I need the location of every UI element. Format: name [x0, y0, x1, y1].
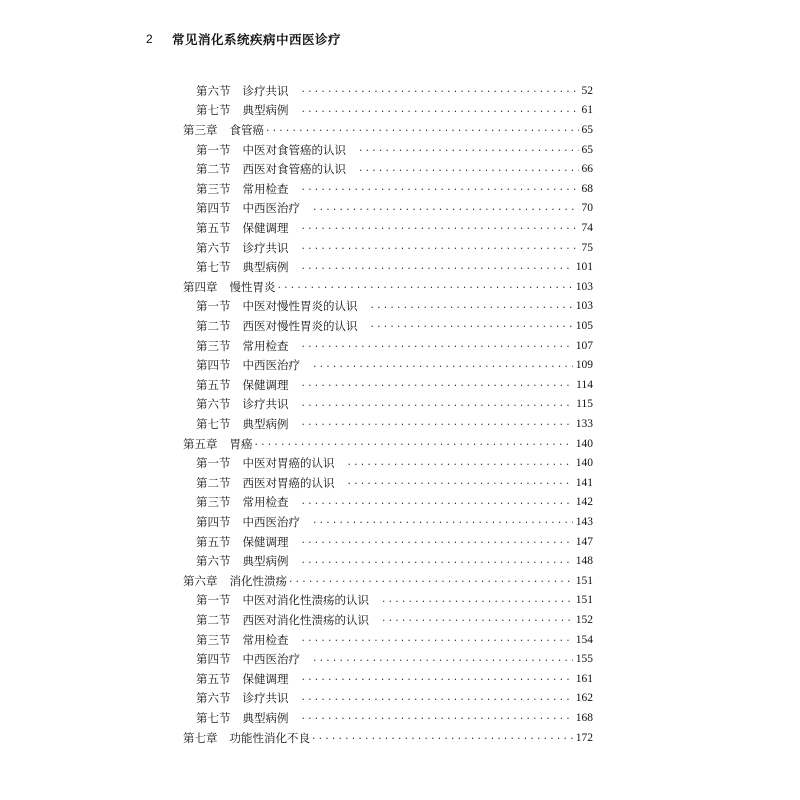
dot-leader [301, 419, 573, 428]
toc-entry-title: 胃癌 [229, 436, 253, 451]
toc-entry-title: 典型病例 [242, 260, 289, 275]
toc-chapter-entry [183, 434, 593, 454]
dot-leader [301, 263, 573, 272]
toc-section-entry [196, 610, 593, 630]
toc-entry-page: 140 [575, 457, 593, 470]
toc-entry-title: 中医对食管癌的认识 [242, 142, 346, 157]
toc-entry-page: 143 [575, 515, 593, 528]
toc-entry-page: 101 [575, 261, 593, 274]
toc-entry-number: 第五节 [196, 377, 231, 392]
dot-leader [301, 537, 573, 546]
toc-entry-title: 典型病例 [242, 416, 289, 431]
toc-entry-title: 西医对消化性溃疡的认识 [242, 612, 369, 627]
toc-entry-page: 66 [581, 163, 593, 176]
toc-entry-page: 68 [581, 182, 593, 195]
toc-section-entry [196, 179, 593, 199]
dot-leader [301, 184, 579, 193]
toc-section-entry [196, 414, 593, 434]
toc-entry-number: 第六节 [196, 554, 231, 569]
toc-entry-number: 第五章 [183, 436, 218, 451]
toc-entry-page: 161 [575, 672, 593, 685]
dot-leader [277, 282, 573, 291]
toc-entry-number: 第一节 [196, 456, 231, 471]
toc-entry-page: 151 [575, 594, 593, 607]
toc-section-entry [196, 316, 593, 336]
toc-entry-page: 74 [581, 221, 593, 234]
toc-entry-title: 诊疗共识 [242, 83, 289, 98]
dot-leader [301, 86, 579, 95]
toc-entry-page: 52 [581, 84, 593, 97]
toc-section-entry [196, 199, 593, 219]
toc-entry-page: 148 [575, 555, 593, 568]
toc-entry-title: 诊疗共识 [242, 397, 289, 412]
toc-entry-page: 140 [575, 437, 593, 450]
toc-entry-page: 162 [575, 692, 593, 705]
toc-entry-number: 第五节 [196, 220, 231, 235]
toc-section-entry [196, 140, 593, 160]
toc-entry-number: 第六节 [196, 691, 231, 706]
toc-entry-number: 第七节 [196, 260, 231, 275]
dot-leader [312, 517, 573, 526]
toc-entry-number: 第七节 [196, 103, 231, 118]
toc-entry-title: 常用检查 [242, 338, 289, 353]
toc-entry-number: 第一节 [196, 593, 231, 608]
toc-entry-title: 西医对慢性胃炎的认识 [242, 318, 358, 333]
toc-entry-number: 第七章 [183, 730, 218, 745]
toc-section-entry [196, 395, 593, 415]
toc-entry-page: 114 [576, 378, 593, 391]
toc-entry-page: 65 [581, 143, 593, 156]
dot-leader [301, 674, 573, 683]
toc-entry-number: 第四节 [196, 652, 231, 667]
dot-leader [301, 713, 573, 722]
toc-section-entry [196, 336, 593, 356]
toc-section-entry [196, 669, 593, 689]
dot-leader [312, 204, 579, 213]
toc-entry-number: 第七节 [196, 416, 231, 431]
toc-entry-page: 152 [575, 613, 593, 626]
toc-entry-page: 147 [575, 535, 593, 548]
dot-leader [301, 498, 573, 507]
toc-entry-page: 103 [575, 300, 593, 313]
toc-section-entry [196, 551, 593, 571]
toc-entry-number: 第三节 [196, 495, 231, 510]
toc-entry-number: 第四节 [196, 514, 231, 529]
toc-entry-number: 第六节 [196, 240, 231, 255]
toc-entry-title: 西医对胃癌的认识 [242, 475, 335, 490]
dot-leader [301, 223, 579, 232]
toc-section-entry [196, 591, 593, 611]
dot-leader [381, 596, 573, 605]
toc-entry-title: 典型病例 [242, 554, 289, 569]
toc-entry-title: 中医对消化性溃疡的认识 [242, 593, 369, 608]
toc-entry-title: 保健调理 [242, 671, 289, 686]
toc-chapter-entry [183, 571, 593, 591]
toc-chapter-entry [183, 277, 593, 297]
toc-entry-page: 103 [575, 280, 593, 293]
toc-chapter-entry [183, 120, 593, 140]
dot-leader [301, 341, 573, 350]
toc-entry-title: 保健调理 [242, 534, 289, 549]
toc-entry-number: 第六节 [196, 397, 231, 412]
toc-section-entry [196, 689, 593, 709]
toc-section-entry [196, 375, 593, 395]
toc-entry-number: 第一节 [196, 299, 231, 314]
toc-entry-title: 中医对慢性胃炎的认识 [242, 299, 358, 314]
dot-leader [358, 165, 579, 174]
toc-entry-title: 中西医治疗 [242, 652, 300, 667]
toc-entry-page: 61 [581, 104, 593, 117]
toc-entry-number: 第五节 [196, 534, 231, 549]
toc-entry-title: 中西医治疗 [242, 358, 300, 373]
toc-entry-number: 第一节 [196, 142, 231, 157]
toc-entry-page: 115 [576, 398, 593, 411]
toc-section-entry [196, 708, 593, 728]
toc-entry-title: 西医对食管癌的认识 [242, 162, 346, 177]
toc-entry-number: 第二节 [196, 162, 231, 177]
toc-entry-page: 141 [575, 476, 593, 489]
toc-entry-number: 第三章 [183, 122, 218, 137]
toc-entry-title: 诊疗共识 [242, 240, 289, 255]
toc-entry-page: 109 [575, 359, 593, 372]
toc-section-entry [196, 101, 593, 121]
toc-entry-title: 中西医治疗 [242, 201, 300, 216]
toc-entry-page: 75 [581, 241, 593, 254]
dot-leader [370, 302, 573, 311]
toc-entry-number: 第六节 [196, 83, 231, 98]
toc-section-entry [196, 630, 593, 650]
toc-entry-title: 保健调理 [242, 220, 289, 235]
dot-leader [370, 321, 573, 330]
toc-entry-number: 第三节 [196, 181, 231, 196]
toc-section-entry [196, 512, 593, 532]
page-header [0, 30, 800, 52]
book-title: 常见消化系统疾病中西医诊疗 [172, 32, 342, 47]
toc-entry-page: 172 [575, 731, 593, 744]
toc-entry-number: 第四节 [196, 201, 231, 216]
toc-entry-page: 142 [575, 496, 593, 509]
dot-leader [288, 576, 573, 585]
toc-section-entry [196, 473, 593, 493]
toc-section-entry [196, 297, 593, 317]
toc-entry-title: 保健调理 [242, 377, 289, 392]
toc-entry-number: 第五节 [196, 671, 231, 686]
dot-leader [301, 106, 579, 115]
dot-leader [254, 439, 573, 448]
toc-section-entry [196, 649, 593, 669]
toc-entry-title: 慢性胃炎 [229, 279, 276, 294]
toc-section-entry [196, 355, 593, 375]
toc-entry-page: 151 [575, 574, 593, 587]
toc-entry-title: 中西医治疗 [242, 514, 300, 529]
toc-entry-number: 第四节 [196, 358, 231, 373]
toc-entry-title: 消化性溃疡 [229, 573, 287, 588]
toc-section-entry [196, 81, 593, 101]
toc-entry-title: 食管癌 [229, 122, 264, 137]
toc-entry-title: 常用检查 [242, 181, 289, 196]
toc-entry-title: 功能性消化不良 [229, 730, 310, 745]
dot-leader [265, 125, 579, 134]
toc-entry-title: 典型病例 [242, 710, 289, 725]
toc-section-entry [196, 453, 593, 473]
dot-leader [301, 400, 574, 409]
toc-entry-title: 常用检查 [242, 632, 289, 647]
toc-entry-title: 典型病例 [242, 103, 289, 118]
toc-section-entry [196, 532, 593, 552]
dot-leader [347, 478, 573, 487]
toc-entry-page: 168 [575, 711, 593, 724]
dot-leader [311, 733, 573, 742]
toc-entry-title: 诊疗共识 [242, 691, 289, 706]
dot-leader [301, 635, 573, 644]
toc-entry-number: 第二节 [196, 318, 231, 333]
toc-entry-page: 154 [575, 633, 593, 646]
toc-entry-number: 第六章 [183, 573, 218, 588]
toc-entry-page: 65 [581, 123, 593, 136]
toc-entry-title: 常用检查 [242, 495, 289, 510]
toc-section-entry [196, 218, 593, 238]
toc-chapter-entry [183, 728, 593, 748]
toc-section-entry [196, 257, 593, 277]
page-number: 2 [146, 32, 153, 46]
toc-entry-title: 中医对胃癌的认识 [242, 456, 335, 471]
toc-section-entry [196, 238, 593, 258]
dot-leader [381, 615, 573, 624]
toc-entry-page: 155 [575, 653, 593, 666]
dot-leader [301, 694, 573, 703]
toc-entry-number: 第三节 [196, 338, 231, 353]
dot-leader [312, 361, 573, 370]
dot-leader [301, 557, 573, 566]
toc-entry-number: 第二节 [196, 612, 231, 627]
toc-entry-number: 第四章 [183, 279, 218, 294]
toc-entry-page: 133 [575, 417, 593, 430]
dot-leader [312, 655, 573, 664]
toc-entry-page: 107 [575, 339, 593, 352]
dot-leader [301, 243, 579, 252]
dot-leader [358, 145, 579, 154]
toc-entry-page: 70 [581, 202, 593, 215]
toc-entry-number: 第二节 [196, 475, 231, 490]
toc-entry-number: 第三节 [196, 632, 231, 647]
toc-section-entry [196, 159, 593, 179]
toc-section-entry [196, 493, 593, 513]
dot-leader [347, 459, 573, 468]
toc-entry-number: 第七节 [196, 710, 231, 725]
dot-leader [301, 380, 574, 389]
toc-entry-page: 105 [575, 319, 593, 332]
